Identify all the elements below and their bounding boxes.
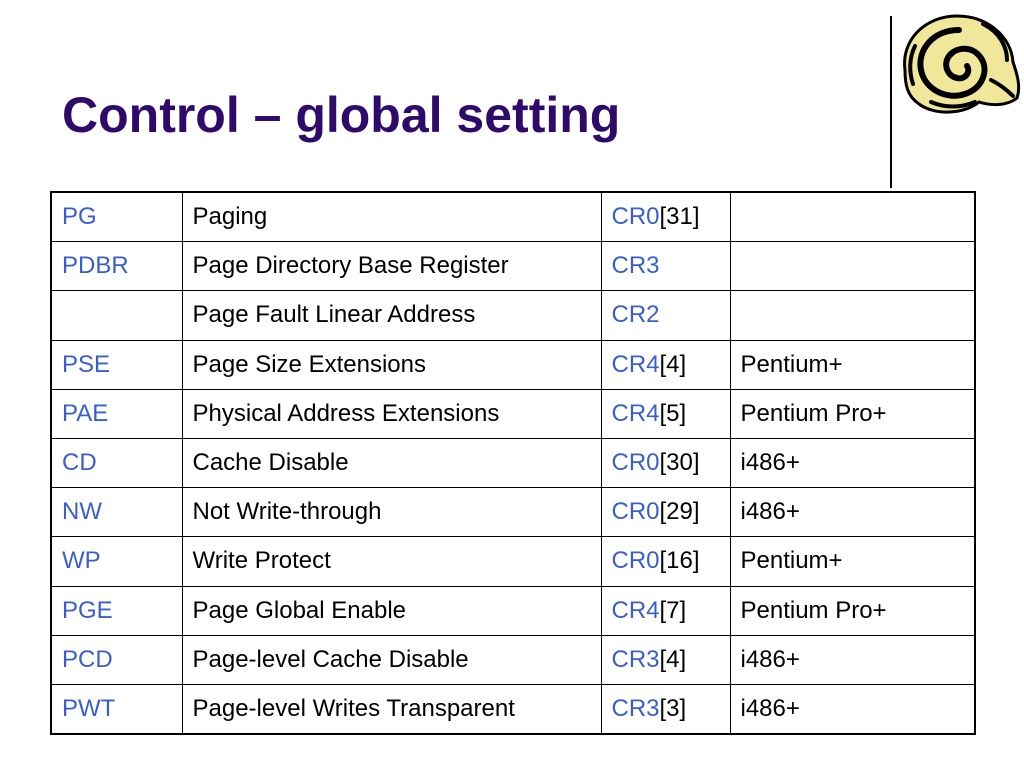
register-bit: [4] — [659, 350, 687, 378]
flag-abbreviation-cell — [51, 192, 182, 242]
flag-abbreviation: PCD — [62, 645, 113, 673]
flag-description: Page-level Cache Disable — [182, 635, 601, 684]
flag-abbreviation-cell — [51, 389, 182, 438]
register-cell — [601, 488, 730, 537]
flag-description: Physical Address Extensions — [182, 389, 601, 438]
register-bit: [31] — [659, 203, 700, 231]
table-row — [51, 192, 975, 242]
register-name: CR0 — [611, 449, 660, 477]
register-name: CR4 — [611, 350, 660, 378]
register-bit: [16] — [659, 547, 700, 575]
register-cell — [601, 537, 730, 586]
processor-support — [730, 192, 975, 242]
flag-description: Page Fault Linear Address — [182, 291, 601, 340]
register-bit: [30] — [659, 449, 700, 477]
table-row — [51, 438, 975, 487]
flag-abbreviation-cell — [51, 635, 182, 684]
flag-abbreviation: PSE — [62, 350, 111, 378]
flag-description: Page Size Extensions — [182, 340, 601, 389]
table-row — [51, 635, 975, 684]
flag-abbreviation-cell — [51, 242, 182, 291]
flag-abbreviation: PWT — [62, 694, 116, 722]
table-row — [51, 340, 975, 389]
processor-support: i486+ — [730, 488, 975, 537]
flag-abbreviation: NW — [62, 498, 102, 526]
table-row — [51, 242, 975, 291]
register-name: CR4 — [611, 596, 660, 624]
flag-abbreviation-cell — [51, 537, 182, 586]
flag-description: Paging — [182, 192, 601, 242]
register-bit: [29] — [659, 498, 700, 526]
processor-support: Pentium+ — [730, 537, 975, 586]
flag-abbreviation-cell — [51, 488, 182, 537]
flag-abbreviation-cell — [51, 684, 182, 734]
slide-title: Control – global setting — [62, 87, 621, 143]
table-body — [51, 192, 975, 734]
flag-description: Page-level Writes Transparent — [182, 684, 601, 734]
divider-line — [890, 16, 892, 188]
flag-abbreviation: WP — [62, 547, 101, 575]
table-row — [51, 291, 975, 340]
register-cell — [601, 291, 730, 340]
register-name: CR3 — [611, 694, 660, 722]
register-name: CR4 — [611, 399, 660, 427]
flag-description: Page Directory Base Register — [182, 242, 601, 291]
register-cell — [601, 242, 730, 291]
flag-abbreviation: PDBR — [62, 252, 129, 280]
processor-support: Pentium Pro+ — [730, 586, 975, 635]
register-cell — [601, 635, 730, 684]
processor-support: Pentium Pro+ — [730, 389, 975, 438]
flag-abbreviation-cell — [51, 291, 182, 340]
register-name: CR0 — [611, 547, 660, 575]
flag-abbreviation-cell — [51, 340, 182, 389]
table-row — [51, 586, 975, 635]
flag-description: Write Protect — [182, 537, 601, 586]
processor-support — [730, 242, 975, 291]
table-row — [51, 537, 975, 586]
register-cell — [601, 586, 730, 635]
processor-support: i486+ — [730, 438, 975, 487]
processor-support — [730, 291, 975, 340]
register-bit: [4] — [659, 645, 687, 673]
register-cell — [601, 340, 730, 389]
processor-support: i486+ — [730, 684, 975, 734]
register-name: CR3 — [611, 252, 660, 280]
processor-support: i486+ — [730, 635, 975, 684]
flag-description: Cache Disable — [182, 438, 601, 487]
table-row — [51, 389, 975, 438]
register-name: CR2 — [611, 301, 660, 329]
register-cell — [601, 192, 730, 242]
processor-support: Pentium+ — [730, 340, 975, 389]
flag-abbreviation-cell — [51, 438, 182, 487]
control-settings-table — [50, 191, 976, 735]
flag-description: Page Global Enable — [182, 586, 601, 635]
register-name: CR0 — [611, 203, 660, 231]
table-row — [51, 488, 975, 537]
register-name: CR3 — [611, 645, 660, 673]
flag-abbreviation: CD — [62, 449, 97, 477]
table-row — [51, 684, 975, 734]
spiral-shell-icon — [895, 10, 1023, 120]
register-bit: [5] — [659, 399, 687, 427]
flag-description: Not Write-through — [182, 488, 601, 537]
flag-abbreviation: PG — [62, 203, 97, 231]
flag-abbreviation-cell — [51, 586, 182, 635]
register-cell — [601, 438, 730, 487]
register-bit: [3] — [659, 694, 687, 722]
register-name: CR0 — [611, 498, 660, 526]
flag-abbreviation: PGE — [62, 596, 113, 624]
register-cell — [601, 684, 730, 734]
register-cell — [601, 389, 730, 438]
register-bit: [7] — [659, 596, 687, 624]
flag-abbreviation: PAE — [62, 399, 109, 427]
